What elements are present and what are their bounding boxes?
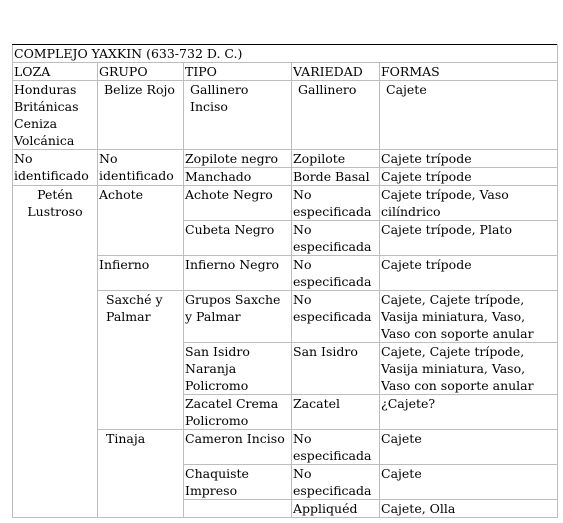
cell-formas: Cajete	[380, 465, 558, 500]
header-tipo: TIPO	[184, 63, 292, 81]
table-row	[13, 150, 558, 168]
cell-variedad: Gallinero	[292, 81, 380, 150]
cell-formas: ¿Cajete?	[380, 395, 558, 430]
cell-variedad: Appliquéd	[292, 500, 380, 518]
cell-loza: No identificado	[13, 150, 98, 186]
header-loza: LOZA	[13, 63, 98, 81]
ceramics-table	[12, 44, 558, 518]
cell-tipo: Zacatel Crema Policromo	[184, 395, 292, 430]
cell-variedad: San Isidro	[292, 343, 380, 395]
cell-grupo: Achote	[98, 186, 184, 256]
cell-tipo: San Isidro Naranja Policromo	[184, 343, 292, 395]
table-row	[13, 186, 558, 221]
cell-variedad: No especificada	[292, 186, 380, 221]
header-formas: FORMAS	[380, 63, 558, 81]
cell-loza: Petén Lustroso	[13, 186, 98, 518]
cell-tipo	[184, 500, 292, 518]
cell-tipo: Chaquiste Impreso	[184, 465, 292, 500]
cell-formas: Cajete, Olla	[380, 500, 558, 518]
cell-grupo: Belize Rojo	[98, 81, 184, 150]
table-title-row	[13, 45, 558, 63]
cell-tipo: Cameron Inciso	[184, 430, 292, 465]
header-grupo: GRUPO	[98, 63, 184, 81]
cell-formas: Cajete	[380, 81, 558, 150]
cell-variedad: Zopilote	[292, 150, 380, 168]
cell-formas: Cajete trípode, Vaso cilíndrico	[380, 186, 558, 221]
cell-formas: Cajete trípode	[380, 150, 558, 168]
cell-grupo: No identificado	[98, 150, 184, 186]
cell-tipo: Zopilote negro	[184, 150, 292, 168]
cell-grupo: Tinaja	[98, 430, 184, 518]
cell-tipo: Grupos Saxche y Palmar	[184, 291, 292, 343]
table-row	[13, 81, 558, 150]
cell-formas: Cajete, Cajete trípode, Vasija miniatura, Vaso, Vaso con soporte anular	[380, 343, 558, 395]
cell-formas: Cajete trípode, Plato	[380, 221, 558, 256]
cell-formas: Cajete, Cajete trípode, Vasija miniatura, Vaso, Vaso con soporte anular	[380, 291, 558, 343]
cell-grupo: Saxché y Palmar	[98, 291, 184, 430]
cell-variedad: Zacatel	[292, 395, 380, 430]
cell-tipo: Manchado	[184, 168, 292, 186]
cell-variedad: Borde Basal	[292, 168, 380, 186]
cell-formas: Cajete trípode	[380, 256, 558, 291]
cell-variedad: No especificada	[292, 291, 380, 343]
cell-variedad: No especificada	[292, 221, 380, 256]
cell-tipo: Gallinero Inciso	[184, 81, 292, 150]
cell-formas: Cajete	[380, 430, 558, 465]
cell-loza: Honduras Británicas Ceniza Volcánica	[13, 81, 98, 150]
table-title: COMPLEJO YAXKIN (633-732 D. C.)	[13, 45, 558, 63]
cell-variedad: No especificada	[292, 430, 380, 465]
cell-tipo: Achote Negro	[184, 186, 292, 221]
cell-tipo: Cubeta Negro	[184, 221, 292, 256]
cell-variedad: No especificada	[292, 256, 380, 291]
cell-variedad: No especificada	[292, 465, 380, 500]
header-variedad: VARIEDAD	[292, 63, 380, 81]
cell-grupo: Infierno	[98, 256, 184, 291]
cell-formas: Cajete trípode	[380, 168, 558, 186]
cell-tipo: Infierno Negro	[184, 256, 292, 291]
header-row	[13, 63, 558, 81]
